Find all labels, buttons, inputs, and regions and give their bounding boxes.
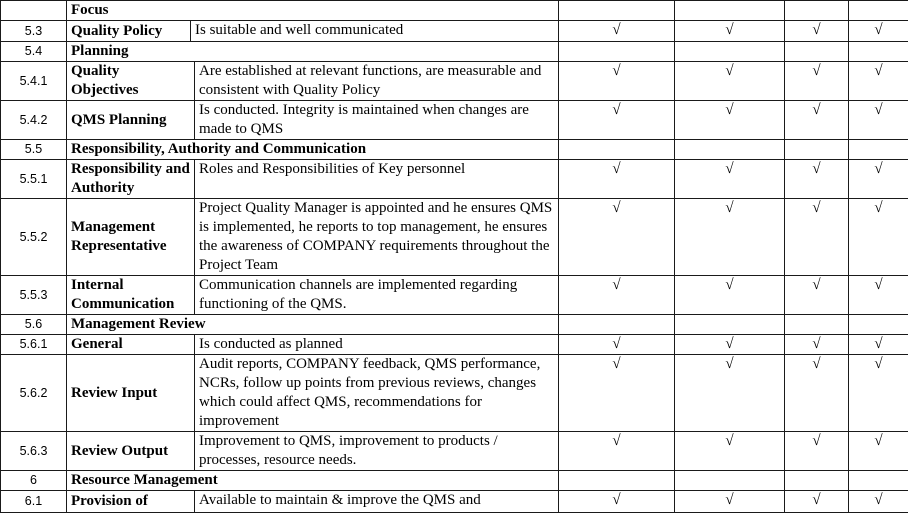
check-mark: √ <box>559 335 675 355</box>
table-row <box>1 21 908 42</box>
clause-number: 5.4 <box>1 42 67 62</box>
check-mark: √ <box>785 432 849 471</box>
section-title: Planning <box>67 42 559 62</box>
empty-cell <box>675 1 785 21</box>
empty-cell <box>559 42 675 62</box>
clause-number: 5.6 <box>1 315 67 335</box>
clause-title: Quality Policy <box>67 21 191 42</box>
check-mark: √ <box>675 355 785 432</box>
check-mark: √ <box>785 199 849 276</box>
table-row <box>1 355 908 432</box>
check-mark: √ <box>849 335 908 355</box>
empty-cell <box>785 471 849 491</box>
empty-cell <box>785 1 849 21</box>
check-mark: √ <box>675 491 785 513</box>
section-title: Focus <box>67 1 559 21</box>
section-row <box>1 140 908 160</box>
clause-title: Responsibility and Authority <box>67 160 195 199</box>
clause-description: Audit reports, COMPANY feedback, QMS performance, NCRs, follow up points from previous reviews, changes which could affect QMS, recommendations for improvement <box>195 355 559 432</box>
clause-title: Provision of <box>67 491 195 513</box>
clause-number: 5.5 <box>1 140 67 160</box>
table-row <box>1 276 908 315</box>
clause-title: Quality Objectives <box>67 62 195 101</box>
clause-number: 5.3 <box>1 21 67 42</box>
table-row <box>1 491 908 513</box>
empty-cell <box>849 471 908 491</box>
clause-number: 5.4.1 <box>1 62 67 101</box>
empty-cell <box>559 140 675 160</box>
empty-cell <box>849 315 908 335</box>
clause-number <box>1 1 67 21</box>
check-mark: √ <box>559 21 675 42</box>
empty-cell <box>559 471 675 491</box>
section-row <box>1 471 908 491</box>
check-mark: √ <box>675 62 785 101</box>
check-mark: √ <box>785 160 849 199</box>
clause-description: Available to maintain & improve the QMS and <box>195 491 559 513</box>
check-mark: √ <box>785 21 849 42</box>
check-mark: √ <box>675 199 785 276</box>
check-mark: √ <box>559 491 675 513</box>
section-title: Resource Management <box>67 471 559 491</box>
check-mark: √ <box>785 335 849 355</box>
check-mark: √ <box>785 276 849 315</box>
clause-number: 6.1 <box>1 491 67 513</box>
check-mark: √ <box>785 355 849 432</box>
check-mark: √ <box>675 335 785 355</box>
clause-number: 5.4.2 <box>1 101 67 140</box>
check-mark: √ <box>849 199 908 276</box>
clause-description: Roles and Responsibilities of Key personnel <box>195 160 559 199</box>
clause-description: Are established at relevant functions, are measurable and consistent with Quality Policy <box>195 62 559 101</box>
check-mark: √ <box>675 21 785 42</box>
clause-title: Review Input <box>67 355 195 432</box>
section-title: Management Review <box>67 315 559 335</box>
empty-cell <box>559 315 675 335</box>
check-mark: √ <box>675 101 785 140</box>
check-mark: √ <box>559 160 675 199</box>
check-mark: √ <box>785 491 849 513</box>
section-row <box>1 42 908 62</box>
check-mark: √ <box>849 432 908 471</box>
check-mark: √ <box>849 355 908 432</box>
clause-number: 5.5.2 <box>1 199 67 276</box>
table-row <box>1 62 908 101</box>
empty-cell <box>675 140 785 160</box>
empty-cell <box>675 42 785 62</box>
section-row <box>1 315 908 335</box>
empty-cell <box>849 1 908 21</box>
check-mark: √ <box>675 160 785 199</box>
clause-title: Management Representative <box>67 199 195 276</box>
empty-cell <box>785 140 849 160</box>
clause-number: 5.5.3 <box>1 276 67 315</box>
table-row <box>1 335 908 355</box>
section-title: Responsibility, Authority and Communication <box>67 140 559 160</box>
table-row <box>1 101 908 140</box>
check-mark: √ <box>849 160 908 199</box>
clause-number: 5.5.1 <box>1 160 67 199</box>
check-mark: √ <box>785 101 849 140</box>
clause-description: Communication channels are implemented regarding functioning of the QMS. <box>195 276 559 315</box>
empty-cell <box>785 42 849 62</box>
clause-title: General <box>67 335 195 355</box>
clause-number: 5.6.3 <box>1 432 67 471</box>
clause-description: Project Quality Manager is appointed and he ensures QMS is implemented, he reports to top management, he ensures the awareness of COMPANY requirements throughout the Project Team <box>195 199 559 276</box>
empty-cell <box>675 471 785 491</box>
check-mark: √ <box>849 276 908 315</box>
empty-cell <box>675 315 785 335</box>
check-mark: √ <box>849 21 908 42</box>
empty-cell <box>559 1 675 21</box>
clause-title: QMS Planning <box>67 101 195 140</box>
table-row <box>1 199 908 276</box>
check-mark: √ <box>849 491 908 513</box>
clause-title: Review Output <box>67 432 195 471</box>
table-row <box>1 432 908 471</box>
clause-number: 5.6.2 <box>1 355 67 432</box>
check-mark: √ <box>785 62 849 101</box>
table-body <box>1 1 908 513</box>
check-mark: √ <box>559 432 675 471</box>
clause-description: Is conducted. Integrity is maintained when changes are made to QMS <box>195 101 559 140</box>
check-mark: √ <box>559 199 675 276</box>
check-mark: √ <box>559 62 675 101</box>
clause-number: 6 <box>1 471 67 491</box>
check-mark: √ <box>559 276 675 315</box>
clause-description: Is suitable and well communicated <box>191 21 559 42</box>
empty-cell <box>849 140 908 160</box>
clause-number: 5.6.1 <box>1 335 67 355</box>
empty-cell <box>785 315 849 335</box>
check-mark: √ <box>559 101 675 140</box>
check-mark: √ <box>675 276 785 315</box>
check-mark: √ <box>559 355 675 432</box>
check-mark: √ <box>849 101 908 140</box>
empty-cell <box>849 42 908 62</box>
check-mark: √ <box>675 432 785 471</box>
check-mark: √ <box>849 62 908 101</box>
clause-description: Is conducted as planned <box>195 335 559 355</box>
table-row <box>1 160 908 199</box>
clause-title: Internal Communication <box>67 276 195 315</box>
clause-description: Improvement to QMS, improvement to products / processes, resource needs. <box>195 432 559 471</box>
section-row <box>1 1 908 21</box>
